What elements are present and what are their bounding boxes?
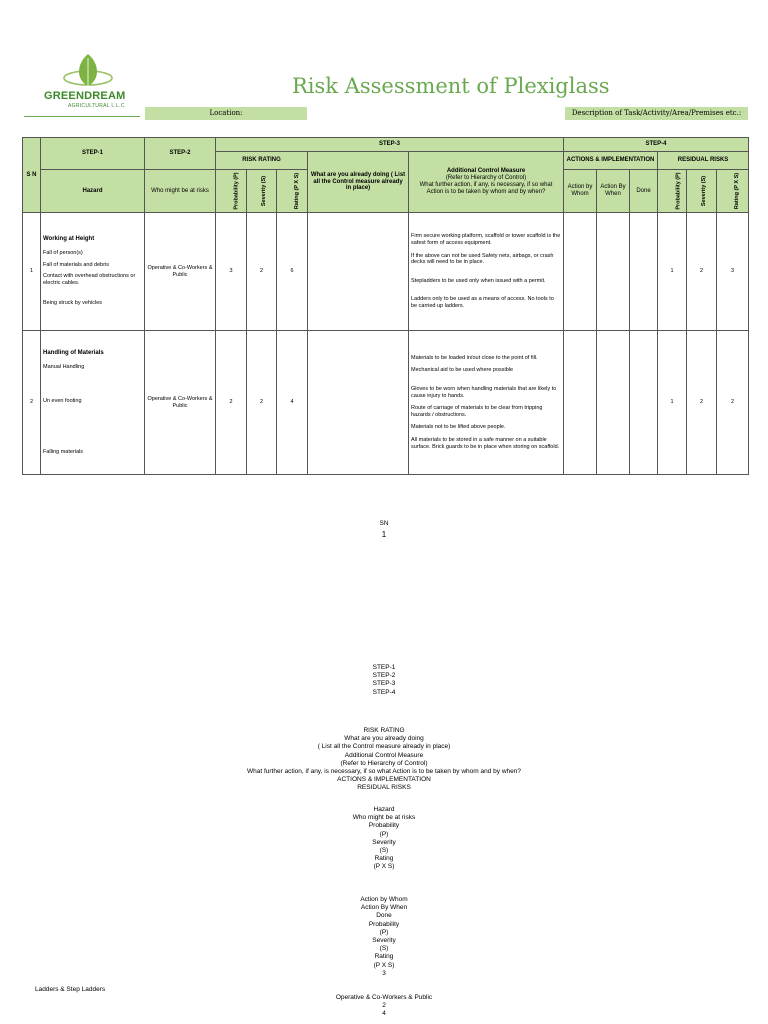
page-title: Risk Assessment of Plexiglass xyxy=(292,74,610,98)
tail-line: Probability xyxy=(368,822,400,830)
done-cell xyxy=(630,213,658,331)
action-by-whom-cell xyxy=(564,213,597,331)
risk-assessment-table xyxy=(22,137,749,475)
residual-probability-header: Probability (P) xyxy=(658,170,687,213)
table-row xyxy=(23,213,749,331)
tail-line: Probability xyxy=(368,920,400,928)
tail-sn-block xyxy=(0,520,768,539)
tail-line: What further action, if any, is necessary, if so what Action is to be taken by whom and by when? xyxy=(247,768,521,776)
residual-rating-cell: 2 xyxy=(717,331,749,475)
tail-line: (P X S) xyxy=(373,961,395,969)
hazard-title: Handling of Materials xyxy=(43,349,104,356)
action-by-when-cell xyxy=(597,331,630,475)
hazard-cell xyxy=(41,213,145,331)
already-doing-cell xyxy=(308,213,409,331)
tail-line: STEP-1 xyxy=(372,664,396,671)
description-label: Description of Task/Activity/Area/Premises etc.: xyxy=(565,107,748,120)
tail-line: Done xyxy=(376,912,392,920)
tail-line: Action by Whom xyxy=(360,896,408,903)
who-header: Who might be at risks xyxy=(145,170,216,213)
tail-line: What are you already doing xyxy=(344,735,424,743)
tail-sn-value: 1 xyxy=(381,530,387,540)
already-doing-header: What are you already doing ( List all the Control measure already in place) xyxy=(308,152,409,213)
additional-control-title: Additional Control Measure xyxy=(446,168,526,175)
who-cell: Operative & Co-Workers & Public xyxy=(145,213,216,331)
action-by-when-header: Action By When xyxy=(597,170,630,213)
tail-line: (S) xyxy=(379,945,389,953)
logo-underline xyxy=(24,116,140,117)
residual-header: RESIDUAL RISKS xyxy=(658,152,749,170)
tail-line: (P X S) xyxy=(373,863,395,871)
residual-probability-cell: 1 xyxy=(658,213,687,331)
residual-probability-cell: 1 xyxy=(658,331,687,475)
hazard-item: Manual Handling xyxy=(43,363,85,370)
tail-line: STEP-3 xyxy=(372,680,396,688)
step3-header: STEP-3 xyxy=(216,138,564,152)
tail-cols2-block xyxy=(0,896,768,978)
probability-cell: 3 xyxy=(216,213,247,331)
tail-line: Additional Control Measure xyxy=(344,751,424,759)
control-item: Firm secure working platform, scaffold or tower scaffold is the safest form of access equipment. xyxy=(411,233,561,247)
severity-header: Severity (S) xyxy=(247,170,277,213)
done-cell xyxy=(630,331,658,475)
table-row xyxy=(23,331,749,475)
tail-line: Rating xyxy=(374,953,394,961)
tail-line: STEP-2 xyxy=(372,672,396,680)
tail-line: RESIDUAL RISKS xyxy=(357,784,411,792)
tail-line: 4 xyxy=(382,1010,386,1018)
leaf-logo-icon xyxy=(62,52,114,92)
row-sn: 2 xyxy=(23,331,41,475)
control-item: Mechanical aid to be used where possible xyxy=(411,367,514,374)
control-item: Route of carriage of materials to be clear from tripping hazards / obstructions. xyxy=(411,405,543,418)
tail-steps-block xyxy=(0,664,768,697)
tail-bottom-block xyxy=(0,994,768,1019)
tail-line: Who might be at risks xyxy=(352,814,416,822)
hazard-item: Fall of person(s) xyxy=(43,250,83,257)
additional-control-header xyxy=(409,152,564,213)
tail-line: ACTIONS & IMPLEMENTATION xyxy=(337,776,431,784)
control-item: Stepladders to be used only when issued with a permit. xyxy=(411,277,546,284)
control-item: Materials not to be lifted above people. xyxy=(411,424,506,431)
location-label: Location: xyxy=(145,107,307,120)
rating-cell: 4 xyxy=(277,331,308,475)
row-sn: 1 xyxy=(23,213,41,331)
tail-line: 2 xyxy=(382,1002,386,1010)
control-item: If the above can not be used Safety nets, airbags, or crash decks will need to be in place. xyxy=(411,252,554,266)
tail-line: Rating xyxy=(374,855,394,863)
sn-header: S N xyxy=(23,138,41,213)
control-item: Gloves to be worn when handling materials that are likely to cause injury to hands. xyxy=(411,386,557,399)
actions-header: ACTIONS & IMPLEMENTATION xyxy=(564,152,658,170)
hazard-title: Working at Height xyxy=(43,235,95,242)
residual-severity-cell: 2 xyxy=(687,331,717,475)
tail-cols-block xyxy=(0,806,768,872)
logo-name: GREENDREAM xyxy=(44,90,126,102)
severity-cell: 2 xyxy=(247,331,277,475)
additional-control-question: What further action, if any, is necessary, if so what Action is to be taken by whom and by when? xyxy=(419,182,553,195)
rating-cell: 6 xyxy=(277,213,308,331)
hazard-item: Being struck by vehicles xyxy=(43,300,102,307)
tail-sn-label: SN xyxy=(379,520,389,527)
tail-line: RISK RATING xyxy=(363,727,405,734)
tail-line: Severity xyxy=(372,937,396,945)
action-by-when-cell xyxy=(597,213,630,331)
tail-line: STEP-4 xyxy=(372,688,396,696)
tail-line: (P) xyxy=(379,830,389,838)
control-item: Materials to be loaded in/out close to the point of fill. xyxy=(411,354,538,361)
hazard-item: Fall of materials and debris xyxy=(43,261,110,268)
tail-line: (P) xyxy=(379,928,389,936)
action-by-whom-header: Action by Whom xyxy=(564,170,597,213)
tail-line: Hazard xyxy=(373,806,395,813)
residual-severity-header: Severity (S) xyxy=(687,170,717,213)
step4-header: STEP-4 xyxy=(564,138,749,152)
tail-line: (S) xyxy=(379,847,389,855)
tail-line: (Refer to Hierarchy of Control) xyxy=(340,759,428,767)
tail-line: 3 xyxy=(382,969,386,977)
who-cell: Operative & Co-Workers & Public xyxy=(145,331,216,475)
control-cell xyxy=(409,331,564,475)
rating-header: Rating (P X S) xyxy=(277,170,308,213)
hazard-item: Un even footing xyxy=(43,398,82,405)
residual-rating-cell: 3 xyxy=(717,213,749,331)
hazard-item: Falling materials xyxy=(43,448,84,455)
hazard-item: Contact with overhead obstructions or electric cables. xyxy=(43,273,136,286)
risk-rating-header: RISK RATING xyxy=(216,152,308,170)
tail-line: ( List all the Control measure already in place) xyxy=(317,743,451,751)
hazard-cell xyxy=(41,331,145,475)
probability-header: Probability (P) xyxy=(216,170,247,213)
additional-control-sub: (Refer to Hierarchy of Control) xyxy=(445,175,527,182)
step1-header: STEP-1 xyxy=(41,138,145,170)
residual-rating-header: Rating (P X S) xyxy=(717,170,749,213)
tail-main-block xyxy=(0,727,768,793)
done-header: Done xyxy=(630,170,658,213)
action-by-whom-cell xyxy=(564,331,597,475)
control-cell xyxy=(409,213,564,331)
residual-severity-cell: 2 xyxy=(687,213,717,331)
control-item: All materials to be stored in a safe manner on a suitable surface. Brick guards to be in place when storing on scaffold. xyxy=(411,436,560,450)
probability-cell: 2 xyxy=(216,331,247,475)
tail-line: Action By When xyxy=(360,904,408,912)
tail-line: Severity xyxy=(372,838,396,846)
hazard-header: Hazard xyxy=(41,170,145,213)
company-logo xyxy=(40,52,140,116)
severity-cell: 2 xyxy=(247,213,277,331)
ladders-label: Ladders & Step Ladders xyxy=(35,986,106,993)
already-doing-cell xyxy=(308,331,409,475)
logo-subtitle: AGRICULTURAL L.L.C xyxy=(68,103,125,109)
step2-header: STEP-2 xyxy=(145,138,216,170)
control-item: Ladders only to be used as a means of access. No tools to be carried up ladders. xyxy=(411,296,554,309)
tail-line: Operative & Co-Workers & Public xyxy=(335,994,433,1001)
